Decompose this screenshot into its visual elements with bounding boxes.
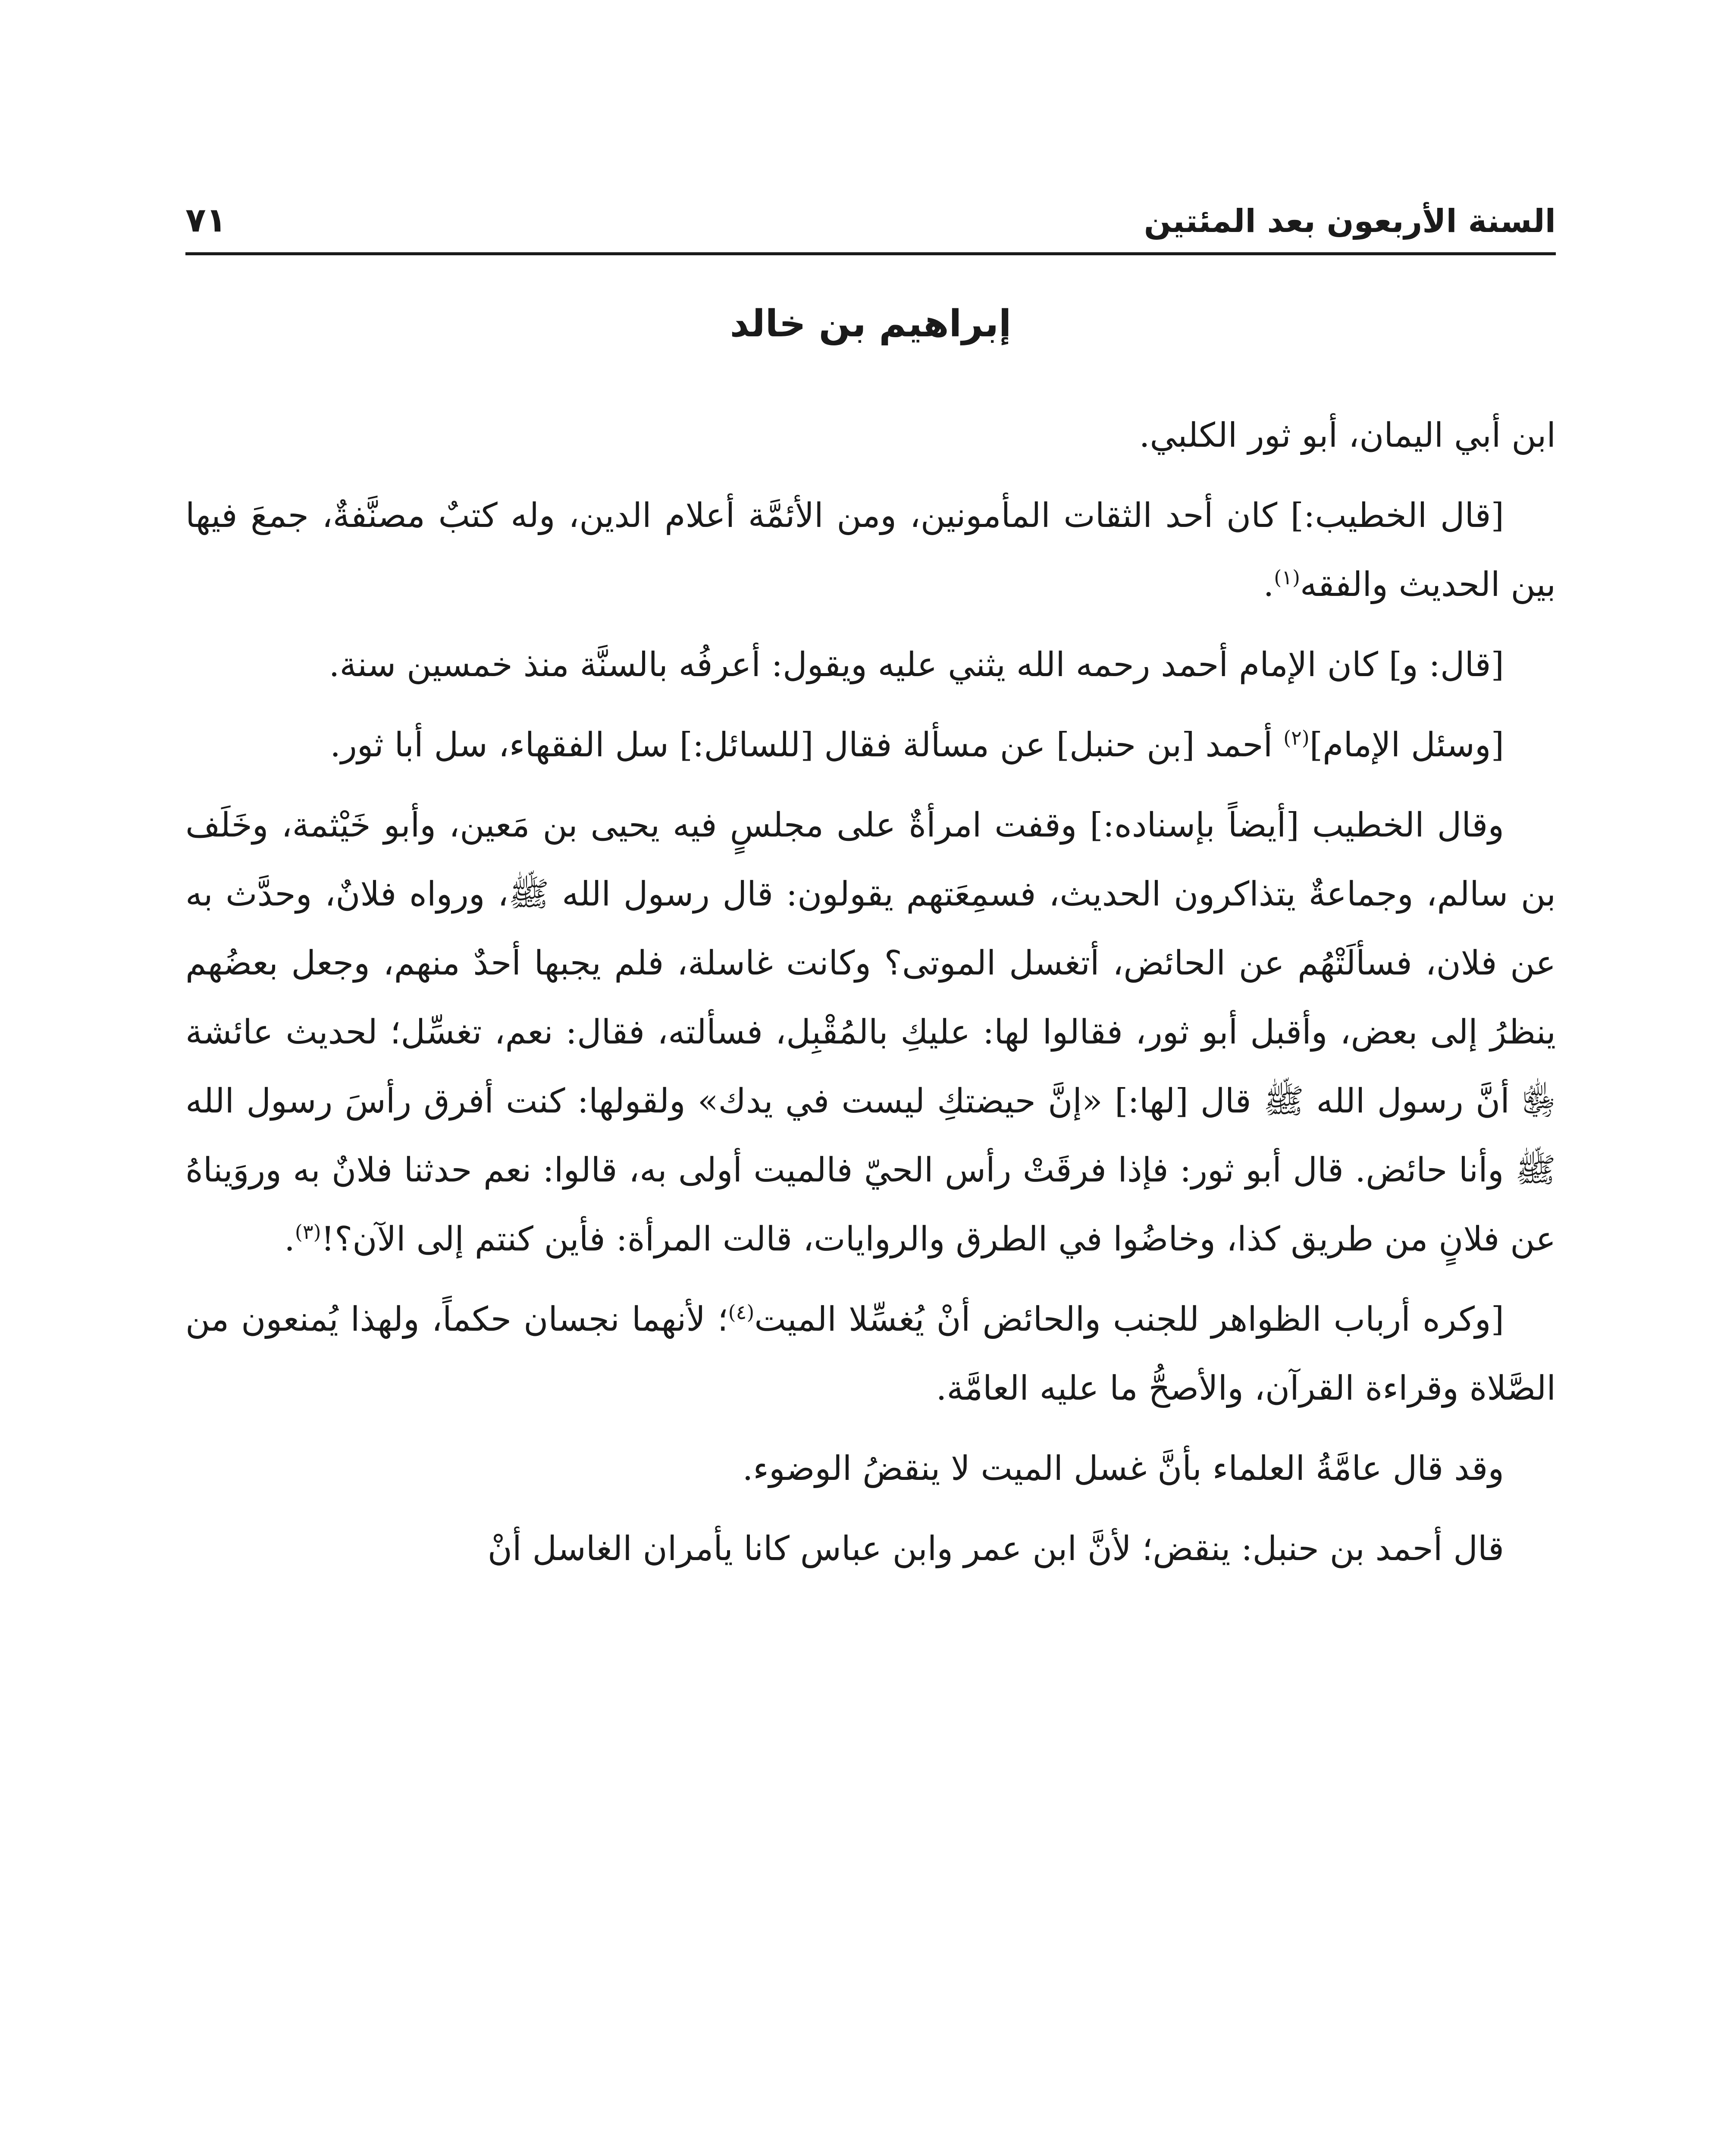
paragraph xyxy=(185,401,1556,470)
running-title: السنة الأربعون بعد المئتين xyxy=(1144,203,1556,240)
footnote-ref: (٤) xyxy=(728,1300,755,1324)
paragraph-text: [قال: و] كان الإمام أحمد رحمه الله يثني عليه ويقول: أعرفُه بالسنَّة منذ خمسين سنة. xyxy=(329,646,1504,684)
paragraph xyxy=(185,711,1556,780)
body-text xyxy=(185,401,1556,1595)
paragraph-text: [وسئل الإمام] xyxy=(1309,726,1504,765)
paragraph-text: وقال الخطيب [أيضاً بإسناده:] وقفت امرأةٌ على مجلسٍ فيه يحيى بن مَعين، وأبو خَيْثمة، وخَلَف بن سالم، وجماعةٌ يتذاكرون الحديث، فسمِعَتهم يقولون: قال رسول الله ﷺ، ورواه فلانٌ، وحدَّث به عن فلان، فسألَتْهُم عن الحائض، أتغسل الموتى؟ وكانت غاسلة، فلم يجبها أحدٌ منهم، وجعل بعضُهم ينظرُ إلى بعض، وأقبل أبو ثور، فقالوا لها: عليكِ بالمُقْبِل، فسألته، فقال: نعم، تغسِّل؛ لحديث عائشة ﵂ أنَّ رسول الله ﷺ قال [لها:] «إنَّ حيضتكِ ليست في يدك» ولقولها: كنت أفرق رأسَ رسول الله ﷺ وأنا حائض. قال أبو ثور: فإذا فرقَتْ رأس الحيّ فالميت أولى به، قالوا: نعم حدثنا فلانٌ به وروَيناهُ عن فلانٍ من طريق كذا، وخاضُوا في الطرق والروايات، قالت المرأة: فأين كنتم إلى الآن؟! xyxy=(185,806,1556,1259)
paragraph xyxy=(185,481,1556,619)
paragraph xyxy=(185,630,1556,699)
footnote-ref: (١) xyxy=(1274,566,1300,589)
paragraph-text: . xyxy=(1263,565,1274,604)
paragraph xyxy=(185,791,1556,1274)
running-header xyxy=(185,181,1556,240)
page-number: ٧١ xyxy=(185,201,227,240)
paragraph-text: ؛ لأنهما نجسان حكماً، ولهذا يُمنعون من الصَّلاة وقراءة القرآن، والأصحُّ ما عليه العامَّة. xyxy=(185,1300,1556,1408)
footnote-ref: (٣) xyxy=(295,1220,321,1244)
paragraph-text: أحمد [بن حنبل] عن مسألة فقال [للسائل:] سل الفقهاء، سل أبا ثور. xyxy=(330,726,1284,765)
paragraph-text: [قال الخطيب:] كان أحد الثقات المأمونين، ومن الأئمَّة أعلام الدين، وله كتبٌ مصنَّفةٌ، جمعَ فيها بين الحديث والفقه xyxy=(185,496,1556,604)
paragraph-text: قال أحمد بن حنبل: ينقض؛ لأنَّ ابن عمر وابن عباس كانا يأمران الغاسل أنْ xyxy=(487,1529,1504,1568)
paragraph-text: وقد قال عامَّةُ العلماء بأنَّ غسل الميت لا ينقضُ الوضوء. xyxy=(742,1449,1504,1488)
paragraph-text: . xyxy=(284,1220,295,1259)
header-rule xyxy=(185,252,1556,255)
paragraph xyxy=(185,1285,1556,1423)
paragraph xyxy=(185,1434,1556,1503)
chapter-title: إبراهيم بن خالد xyxy=(730,302,1012,345)
paragraph-text: ابن أبي اليمان، أبو ثور الكلبي. xyxy=(1139,416,1556,455)
paragraph xyxy=(185,1514,1556,1583)
footnote-ref: (٢) xyxy=(1283,726,1310,749)
paragraph-text: [وكره أرباب الظواهر للجنب والحائض أنْ يُغسِّلا الميت xyxy=(754,1300,1504,1339)
